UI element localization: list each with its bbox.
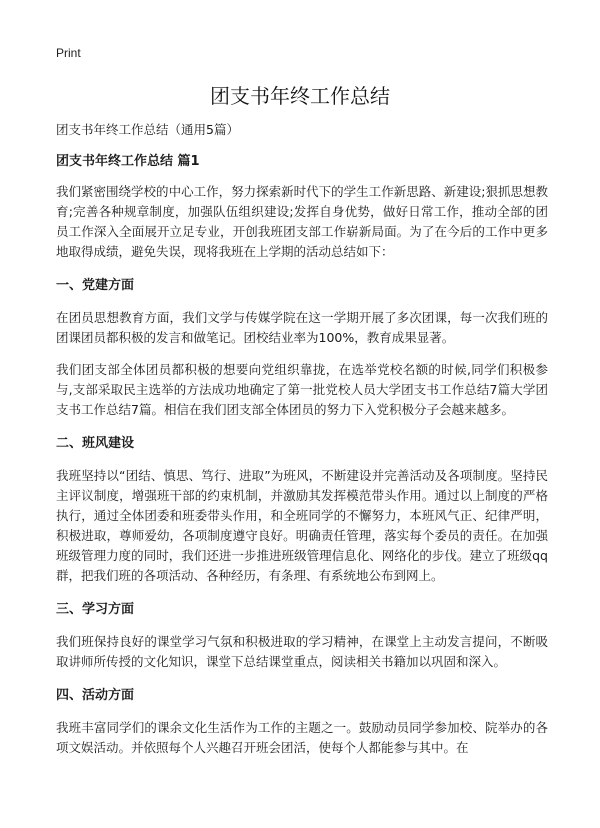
section-heading-activities: 四、活动方面 [56, 688, 135, 703]
page-title: 团支书年终工作总结 [210, 84, 390, 108]
paragraph: 我们班保持良好的课堂学习气氛和积极进取的学习精神，在课堂上主动发言提问，不断吸取讲师所传授的文化知识，课堂下总结课堂重点，阅读相关书籍加以巩固和深入。 [56, 634, 548, 669]
paragraph: 我班丰富同学们的课余文化生活作为工作的主题之一。鼓励动员同学参加校、院举办的各项文娱活动。并依照每个人兴趣召开班会团活，使每个人都能参与其中。在 [56, 720, 548, 755]
document-subtitle: 团支书年终工作总结（通用5篇） [56, 122, 239, 137]
paragraph: 我们团支部全体团员都积极的想要向党组织靠拢，在选举党校名额的时候,同学们积极参与,支部采取民主选举的方法成功地确定了第一批党校人员大学团支书工作总结7篇大学团支书工作总结7篇。相信在我们团支部全体团员的努力下入党积极分子会越来越多。 [56, 362, 548, 417]
document-body [56, 120, 548, 770]
intro-paragraph: 我们紧密围绕学校的中心工作，努力探索新时代下的学生工作新思路、新建设;狠抓思想教育;完善各种规章制度，加强队伍组织建设;发挥自身优势，做好日常工作，推动全部的团员工作深入全面展开立足专业，开创我班团支部工作崭新局面。为了在今后的工作中更多地取得成绩，避免失误，现将我班在上学期的活动总结如下： [56, 184, 548, 259]
print-label: Print [56, 46, 81, 60]
section-heading-class-style: 二、班风建设 [56, 436, 135, 451]
section-heading-party-building: 一、党建方面 [56, 278, 135, 293]
paragraph: 我班坚持以“团结、慎思、笃行、进取”为班风，不断建设并完善活动及各项制度。坚持民主评议制度，增强班干部的约束机制，并激励其发挥模范带头作用。通过以上制度的严格执行，通过全体团委和班委带头作用，和全班同学的不懈努力，本班风气正、纪律严明，积极进取，尊师爱幼，各项制度遵守良好。明确责任管理，落实每个委员的责任。在加强班级管理力度的同时，我们还进一步推进班级管理信息化、网络化的步伐。建立了班级qq群，把我们班的各项活动、各种经历，有条理、有系统地公布到网上。 [56, 468, 548, 583]
article-title: 团支书年终工作总结 篇1 [56, 154, 200, 169]
paragraph: 在团员思想教育方面，我们文学与传媒学院在这一学期开展了多次团课，每一次我们班的团课团员都积极的发言和做笔记。团校结业率为100%，教育成果显著。 [56, 310, 548, 345]
section-heading-study: 三、学习方面 [56, 602, 135, 617]
